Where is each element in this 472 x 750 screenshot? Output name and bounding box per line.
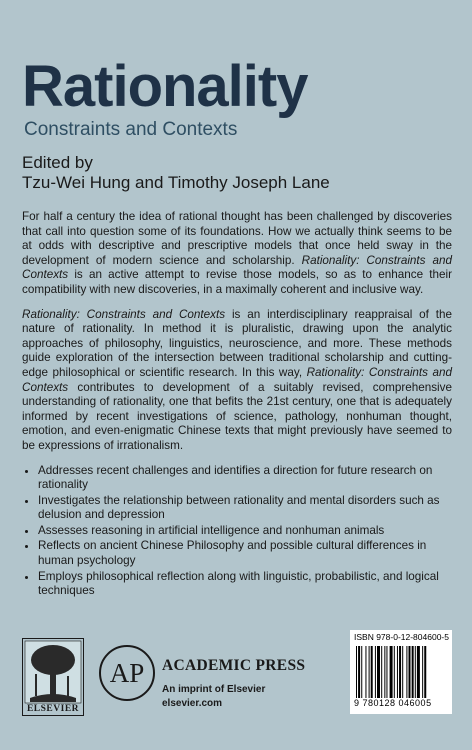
feature-item: • Employs philosophical reflection along with linguistic, probabilistic, and logical techniques bbox=[38, 570, 452, 599]
paragraph-2 bbox=[22, 308, 452, 454]
feature-item: • Addresses recent challenges and identifies a direction for future research on rationality bbox=[38, 464, 452, 493]
barcode-bar bbox=[402, 646, 403, 698]
text-run: For half a century the idea of rational thought has been challenged by discoveries that call into question some of its foundations. How we actually think seems to be at odds with descriptive and prescriptive models that once held sway in the development of modern science and scholarship. bbox=[22, 210, 452, 267]
barcode-bar bbox=[369, 646, 370, 698]
barcode-bars bbox=[356, 646, 446, 698]
barcode-bar bbox=[390, 646, 393, 698]
book-subtitle: Constraints and Contexts bbox=[24, 119, 238, 140]
book-title-reference: Rationality: Constraints and Contexts bbox=[22, 307, 226, 321]
barcode-bar bbox=[371, 646, 373, 698]
academic-press-logo bbox=[98, 644, 156, 707]
elsevier-wordmark: ELSEVIER bbox=[26, 704, 80, 714]
barcode-bar bbox=[412, 646, 414, 698]
barcode-bar bbox=[397, 646, 398, 698]
barcode-bar bbox=[384, 646, 385, 698]
barcode-bar bbox=[381, 646, 382, 698]
barcode-bar bbox=[406, 646, 407, 698]
publisher-website: elsevier.com bbox=[162, 698, 223, 709]
paragraph-1 bbox=[22, 210, 452, 298]
barcode-bar bbox=[361, 646, 362, 698]
barcode-bar bbox=[358, 646, 360, 698]
book-title: Rationality bbox=[22, 54, 308, 119]
book-title-reference: Rationality: Constraints and Contexts bbox=[22, 253, 452, 282]
barcode-bar bbox=[417, 646, 420, 698]
barcode-bar bbox=[424, 646, 426, 698]
barcode-bar bbox=[375, 646, 376, 698]
barcode-bar bbox=[415, 646, 416, 698]
barcode-number: 9 780128 046005 bbox=[354, 698, 432, 708]
editors-block bbox=[22, 153, 330, 193]
text-run: contributes to development of a suitably revised, comprehensive understanding of rationality, one that befits the 21st century, one that is adequately informed by recent investigations of science, pathology, nonhuman thought, emotion, and even-enigmatic Chinese texts that might previously have seemed to be expressions of irrationalism. bbox=[22, 380, 452, 452]
isbn-label: ISBN 978-0-12-804600-5 bbox=[354, 632, 449, 642]
barcode-bar bbox=[365, 646, 366, 698]
barcode-bar bbox=[422, 646, 423, 698]
editor-names: Tzu-Wei Hung and Timothy Joseph Lane bbox=[22, 173, 330, 192]
feature-list bbox=[22, 464, 452, 599]
barcode-bar bbox=[386, 646, 387, 698]
barcode-bar bbox=[394, 646, 395, 698]
ap-monogram: AP bbox=[109, 658, 145, 688]
barcode-bar bbox=[409, 646, 411, 698]
isbn-barcode bbox=[350, 630, 452, 714]
barcode-bar bbox=[399, 646, 401, 698]
elsevier-logo bbox=[22, 638, 84, 716]
edited-by-label: Edited by bbox=[22, 153, 93, 172]
text-run: is an interdisciplinary reappraisal of the nature of rationality. In method it is pluralistic, drawing upon the analytic approaches of philosophy, linguistics, neuroscience, and more. These methods guide exploration of the intersection between traditional scholarship and cutting-edge philosophical or scientific research. In this way, bbox=[22, 307, 452, 379]
feature-item: • Reflects on ancient Chinese Philosophy and possible cultural differences in human psychology bbox=[38, 539, 452, 568]
feature-item: • Investigates the relationship between rationality and mental disorders such as delusion and depression bbox=[38, 494, 452, 523]
barcode-bar bbox=[377, 646, 380, 698]
barcode-bar bbox=[356, 646, 357, 698]
back-cover-text bbox=[22, 210, 452, 600]
publisher-name: ACADEMIC PRESS bbox=[162, 657, 306, 674]
text-run: is an active attempt to revise those models, so as to enhance their compatibility with new discoveries, in a maximally coherent and inclusive way. bbox=[22, 268, 452, 296]
feature-item: • Assesses reasoning in artificial intelligence and nonhuman animals bbox=[38, 524, 452, 539]
book-title-reference: Rationality: Constraints and Contexts bbox=[22, 365, 452, 394]
imprint-line: An imprint of Elsevier bbox=[162, 684, 266, 695]
